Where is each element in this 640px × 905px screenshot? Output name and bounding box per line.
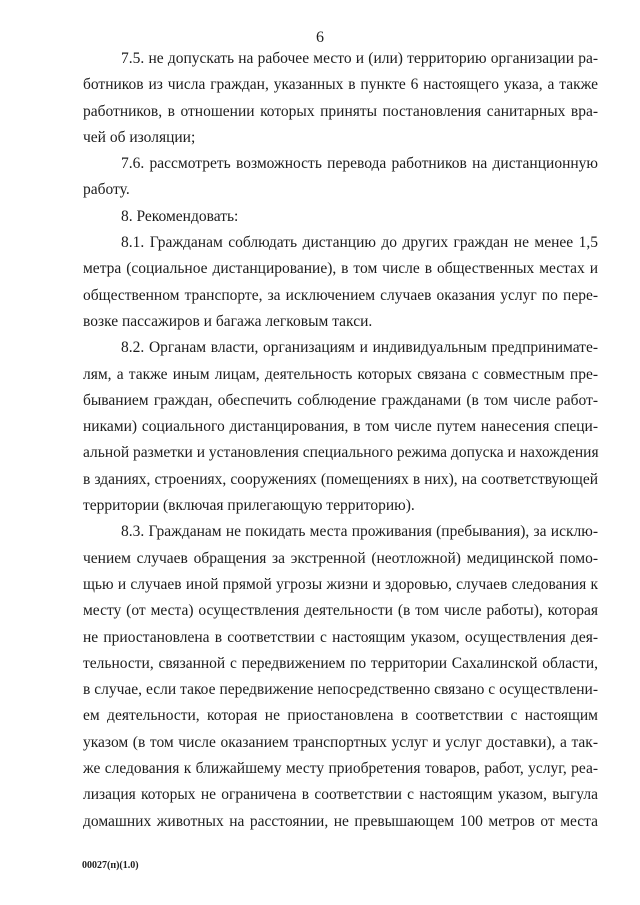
text-line: альной разметки и установления специального режима допуска и нахождения — [83, 444, 599, 462]
text-line: 8.2. Органам власти, организациям и индивидуальным предпринимате- — [121, 339, 598, 357]
text-line: в зданиях, строениях, сооружениях (помещениях в них), на соответствующей — [83, 470, 598, 488]
text-line: месту (от места) осуществления деятельности (в том числе работы), которая — [83, 602, 598, 620]
text-line: работу. — [83, 181, 130, 199]
text-line: 8.1. Гражданам соблюдать дистанцию до других граждан не менее 1,5 — [121, 234, 598, 252]
text-line: работников, в отношении которых приняты постановления санитарных вра- — [83, 102, 598, 120]
text-line: общественном транспорте, за исключением случаев оказания услуг по пере- — [83, 286, 598, 304]
text-line: чением случаев обращения за экстренной (неотложной) медицинской помо- — [83, 549, 598, 567]
text-line: метра (социальное дистанцирование), в том числе в общественных местах и — [83, 260, 598, 278]
text-line: в случае, если такое передвижение непосредственно связано с осуществлени- — [83, 681, 598, 699]
document-code: 00027(п)(1.0) — [82, 860, 139, 871]
text-line: 8.3. Гражданам не покидать места проживания (пребывания), за исклю- — [121, 523, 598, 541]
text-line: ем деятельности, которая не приостановлена в соответствии с настоящим — [83, 707, 598, 725]
text-line: территории (включая прилегающую территорию). — [83, 497, 415, 515]
text-line: никами) социального дистанцирования, в том числе путем нанесения специ- — [83, 418, 598, 436]
text-line: указом (в том числе оказанием транспортных услуг и услуг доставки), а так- — [83, 733, 598, 751]
document-body — [83, 46, 598, 835]
text-line: 7.6. рассмотреть возможность перевода работников на дистанционную — [121, 155, 598, 173]
text-line: чей об изоляции; — [83, 128, 196, 146]
text-line: возке пассажиров и багажа легковым такси. — [83, 312, 373, 330]
text-line: лизация которых не ограничена в соответствии с настоящим указом, выгула — [83, 786, 598, 804]
text-line: ботников из числа граждан, указанных в пункте 6 настоящего указа, а также — [83, 76, 598, 94]
text-line: лям, а также иным лицам, деятельность которых связана с совместным пре- — [83, 365, 598, 383]
text-line: тельности, связанной с передвижением по территории Сахалинской области, — [83, 654, 598, 672]
text-line: 8. Рекомендовать: — [121, 207, 239, 225]
text-line: не приостановлена в соответствии с настоящим указом, осуществления дея- — [83, 628, 598, 646]
text-line: же следования к ближайшему месту приобретения товаров, работ, услуг, реа- — [83, 760, 598, 778]
text-line: щью и случаев иной прямой угрозы жизни и здоровью, случаев следования к — [83, 575, 598, 593]
text-line: быванием граждан, обеспечить соблюдение гражданами (в том числе работ- — [83, 391, 598, 409]
text-line: 7.5. не допускать на рабочее место и (или) территорию организации ра- — [121, 50, 598, 67]
text-line: домашних животных на расстоянии, не превышающем 100 метров от места — [83, 812, 598, 830]
page-number: 6 — [316, 29, 324, 46]
